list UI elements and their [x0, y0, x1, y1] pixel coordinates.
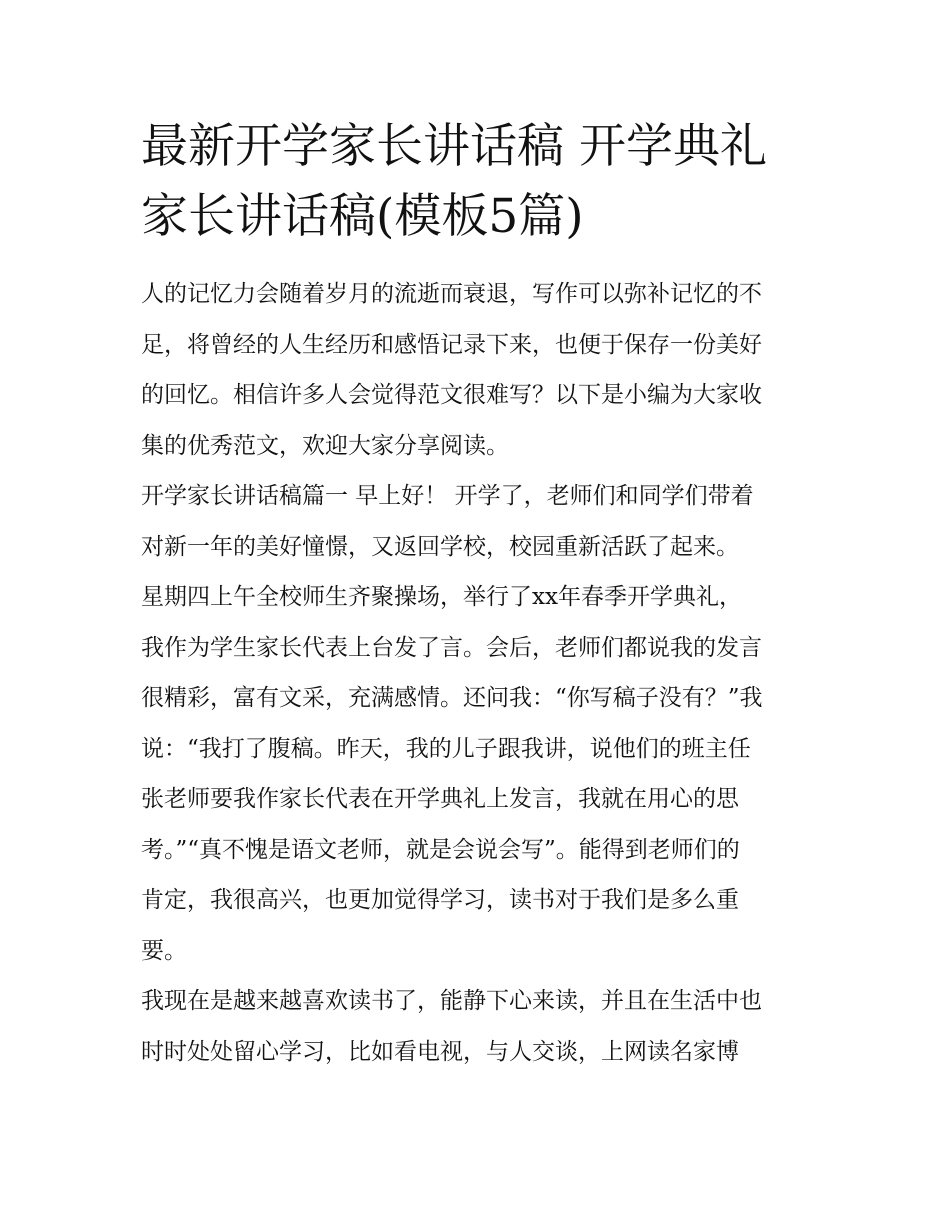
title-line: 家长讲话稿(模板5篇) [141, 189, 584, 244]
paragraph-speech-one-opening [141, 471, 821, 572]
text-line: 肯定，我很高兴，也更加觉得学习，读书对于我们是多么重 [141, 887, 739, 913]
text-line: 集的优秀范文，欢迎大家分享阅读。 [141, 432, 509, 459]
title-line: 最新开学家长讲话稿 开学典礼 [141, 119, 767, 174]
paragraph-reading [141, 976, 821, 1077]
text-line: 我现在是越来越喜欢读书了，能静下心来读，并且在生活中也 [141, 988, 762, 1014]
text-line: 我作为学生家长代表上台发了言。会后，老师们都说我的发言 [141, 634, 762, 661]
paragraph-ceremony [141, 572, 821, 976]
paragraph-intro [141, 269, 821, 471]
text-line: 星期四上午全校师生齐聚操场，举行了xx年春季开学典礼， [141, 584, 742, 610]
text-line: 张老师要我作家长代表在开学典礼上发言，我就在用心的思 [141, 786, 739, 812]
text-line: 考。”“真不愧是语文老师，就是会说会写”。能得到老师们的 [141, 836, 740, 863]
text-line: 很精彩，富有文采，充满感情。还问我：“你写稿子没有？”我 [141, 685, 763, 711]
text-line: 足，将曾经的人生经历和感悟记录下来，也便于保存一份美好 [141, 331, 762, 358]
document-body [141, 112, 821, 1077]
text-line: 要。 [141, 937, 187, 964]
text-line: 时时处处留心学习，比如看电视，与人交谈，上网读名家博 [141, 1038, 739, 1065]
text-line: 说：“我打了腹稿。昨天，我的儿子跟我讲，说他们的班主任 [141, 735, 751, 762]
document-title [141, 112, 821, 252]
text-line: 人的记忆力会随着岁月的流逝而衰退，写作可以弥补记忆的不 [141, 281, 762, 307]
text-line: 对新一年的美好憧憬，又返回学校，校园重新活跃了起来。 [141, 533, 739, 560]
text-line: 的回忆。相信许多人会觉得范文很难写？以下是小编为大家收 [141, 382, 762, 408]
text-line: 开学家长讲话稿篇一 早上好！ 开学了，老师们和同学们带着 [141, 483, 754, 509]
